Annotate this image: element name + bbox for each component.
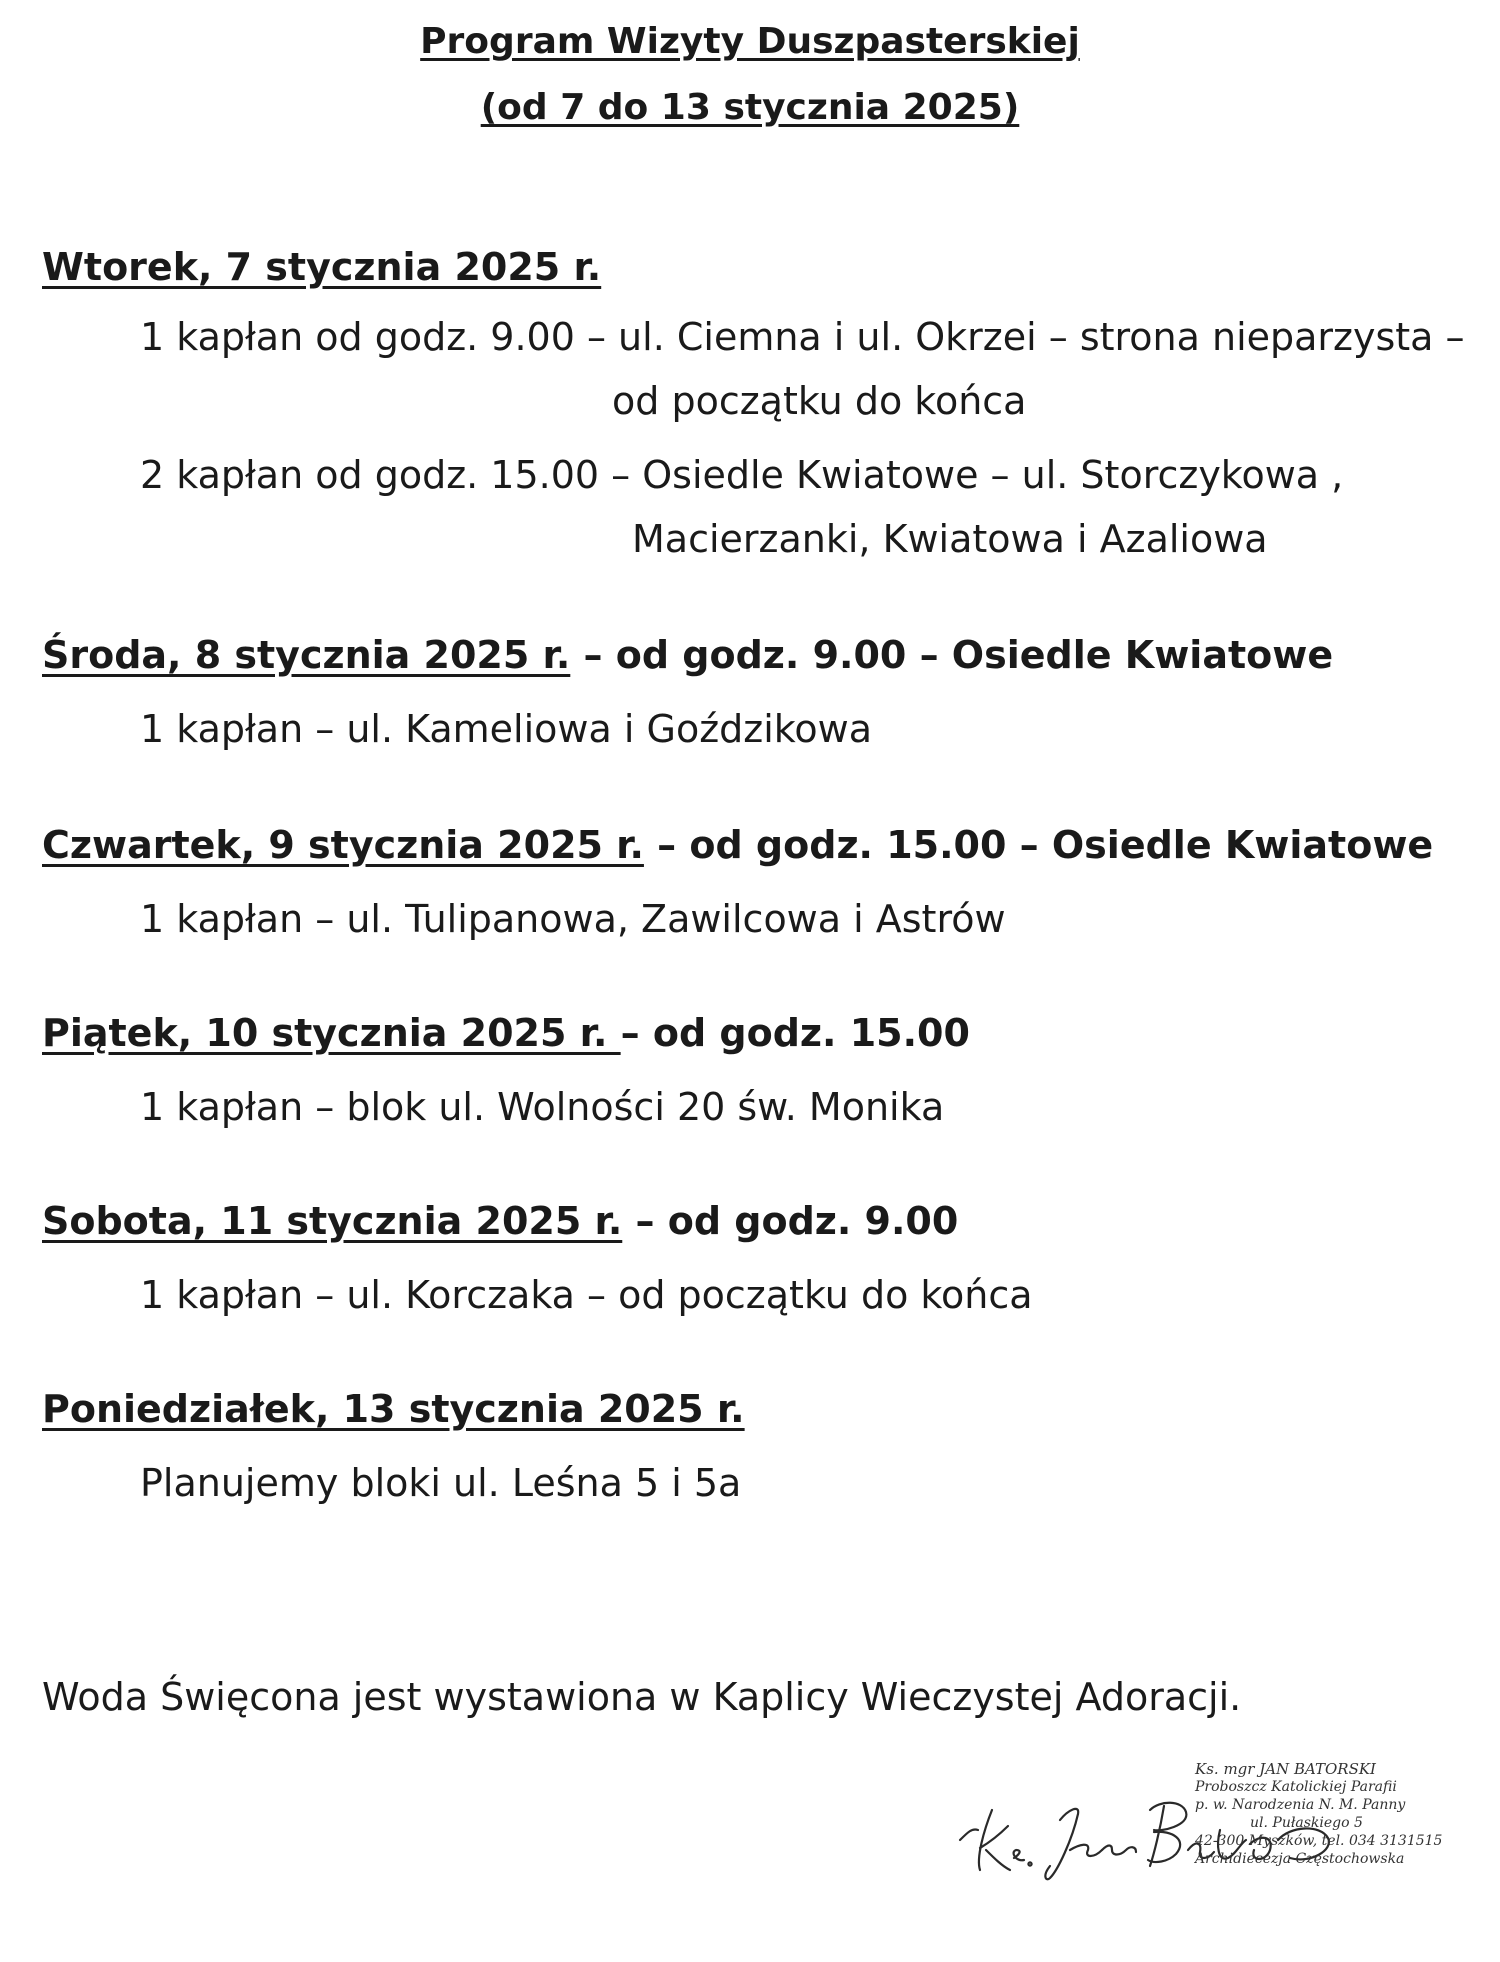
schedule-line: 1 kapłan – ul. Kameliowa i Goździkowa bbox=[140, 707, 873, 751]
holy-water-note: Woda Święcona jest wystawiona w Kaplicy Wieczystej Adoracji. bbox=[42, 1675, 1242, 1719]
day-heading-friday: Piątek, 10 stycznia 2025 r. – od godz. 15.00 bbox=[42, 1011, 970, 1055]
day-heading-tuesday: Wtorek, 7 stycznia 2025 r. bbox=[42, 245, 602, 289]
day-heading-saturday: Sobota, 11 stycznia 2025 r. – od godz. 9.00 bbox=[42, 1199, 959, 1243]
document-subtitle: (od 7 do 13 stycznia 2025) bbox=[480, 87, 1020, 128]
schedule-line: 1 kapłan – ul. Tulipanowa, Zawilcowa i Astrów bbox=[140, 897, 1006, 941]
document-title: Program Wizyty Duszpasterskiej bbox=[420, 21, 1080, 62]
schedule-line: 1 kapłan od godz. 9.00 – ul. Ciemna i ul. Okrzei – strona nieparzysta – bbox=[140, 315, 1465, 359]
day-heading-wednesday: Środa, 8 stycznia 2025 r. – od godz. 9.00 – Osiedle Kwiatowe bbox=[42, 633, 1334, 677]
schedule-line: 1 kapłan – blok ul. Wolności 20 św. Monika bbox=[140, 1085, 945, 1129]
schedule-line: od początku do końca bbox=[612, 379, 1027, 423]
schedule-line: 2 kapłan od godz. 15.00 – Osiedle Kwiatowe – ul. Storczykowa , bbox=[140, 453, 1344, 497]
schedule-line: 1 kapłan – ul. Korczaka – od początku do końca bbox=[140, 1273, 1033, 1317]
schedule-line: Macierzanki, Kwiatowa i Azaliowa bbox=[632, 517, 1268, 561]
parish-stamp: Ks. mgr JAN BATORSKI Proboszcz Katolickiej Parafii p. w. Narodzenia N. M. Panny ul. Pułaskiego 5 42-300 Myszków, tel. 034 3131515 Archidiecezja Częstochowska bbox=[1195, 1760, 1443, 1867]
day-heading-monday: Poniedziałek, 13 stycznia 2025 r. bbox=[42, 1387, 745, 1431]
schedule-line: Planujemy bloki ul. Leśna 5 i 5a bbox=[140, 1461, 742, 1505]
day-heading-thursday: Czwartek, 9 stycznia 2025 r. – od godz. 15.00 – Osiedle Kwiatowe bbox=[42, 823, 1434, 867]
